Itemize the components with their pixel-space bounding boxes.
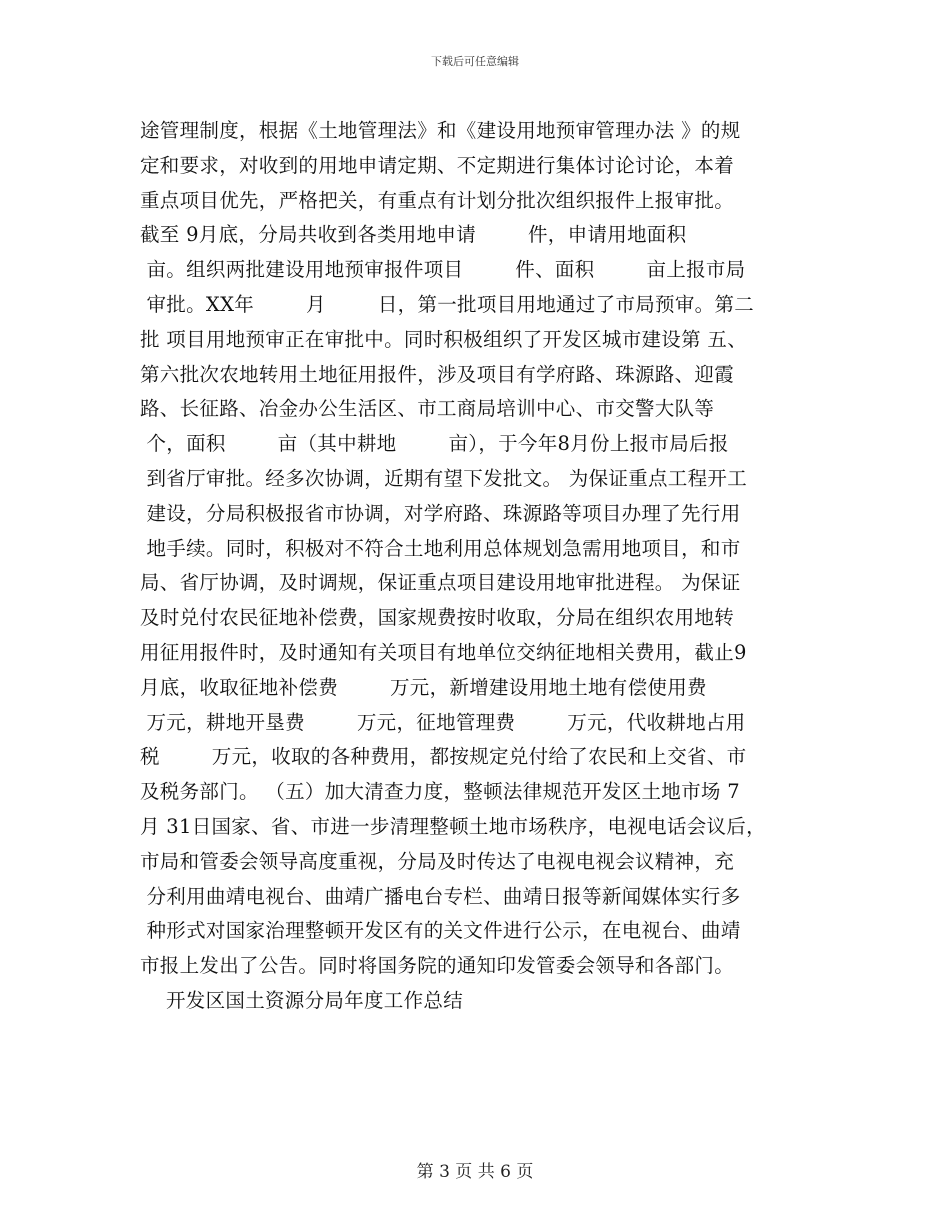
- document-title-line: 开发区国土资源分局年度工作总结: [140, 988, 463, 1012]
- text-line: 种形式对国家治理整顿开发区有的关文件进行公示，在电视台、曲靖: [140, 919, 741, 943]
- text-line: 万元，耕地开垦费 万元，征地管理费 万元，代收耕地占用: [140, 710, 746, 734]
- text-line: 审批。XX年 月 日，第一批项目用地通过了市局预审。第二: [140, 292, 755, 316]
- text-line: 地手续。同时，积极对不符合土地利用总体规划急需用地项目，和市: [140, 536, 741, 560]
- text-line: 市局和管委会领导高度重视，分局及时传达了电视电视会议精神，充: [140, 849, 735, 873]
- text-line: 亩。组织两批建设用地预审报件项目 件、面积 亩上报市局: [140, 258, 746, 282]
- text-line: 及时兑付农民征地补偿费，国家规费按时收取，分局在组织农用地转: [140, 606, 735, 630]
- text-line: 月底，收取征地补偿费 万元，新增建设用地土地有偿使用费: [140, 675, 707, 699]
- text-line: 税 万元，收取的各种费用，都按规定兑付给了农民和上交省、市: [140, 745, 747, 769]
- text-line: 市报上发出了公告。同时将国务院的通知印发管委会领导和各部门。: [140, 954, 735, 978]
- text-line: 第六批次农地转用土地征用报件，涉及项目有学府路、珠源路、迎霞: [140, 362, 735, 386]
- text-line: 及税务部门。 （五）加大清查力度，整顿法律规范开发区土地市场 7: [140, 780, 740, 804]
- page-footer: 第 3 页 共 6 页: [416, 1162, 534, 1182]
- text-line: 月 31日国家、省、市进一步清理整顿土地市场秩序，电视电话会议后，: [140, 814, 766, 838]
- body-text: [140, 114, 820, 1019]
- text-line: 分利用曲靖电视台、曲靖广播电台专栏、曲靖日报等新闻媒体实行多: [140, 884, 741, 908]
- text-line: 到省厅审批。经多次协调，近期有望下发批文。 为保证重点工程开工: [140, 466, 747, 490]
- text-line: 批 项目用地预审正在审批中。同时积极组织了开发区城市建设第 五、: [140, 327, 747, 351]
- text-line: 定和要求，对收到的用地申请定期、不定期进行集体讨论讨论，本着: [140, 153, 735, 177]
- text-line: 截至 9月底，分局共收到各类用地申请 件，申请用地面积: [140, 223, 687, 247]
- text-line: 用征用报件时，及时通知有关项目有地单位交纳征地相关费用，截止9: [140, 640, 747, 664]
- text-line: 局、省厅协调，及时调规，保证重点项目建设用地审批进程。 为保证: [140, 571, 741, 595]
- text-line: 路、长征路、冶金办公生活区、市工商局培训中心、市交警大队等: [140, 397, 715, 421]
- page-header: 下载后可任意编辑: [431, 55, 519, 68]
- text-line: 途管理制度，根据《土地管理法》和《建设用地预审管理办法 》的规: [140, 119, 741, 142]
- text-line: 建设，分局积极报省市协调，对学府路、珠源路等项目办理了先行用: [140, 501, 741, 525]
- text-line: 重点项目优先，严格把关，有重点有计划分批次组织报件上报审批。: [140, 188, 735, 212]
- text-line: 个，面积 亩（其中耕地 亩），于今年8月份上报市局后报: [140, 432, 729, 456]
